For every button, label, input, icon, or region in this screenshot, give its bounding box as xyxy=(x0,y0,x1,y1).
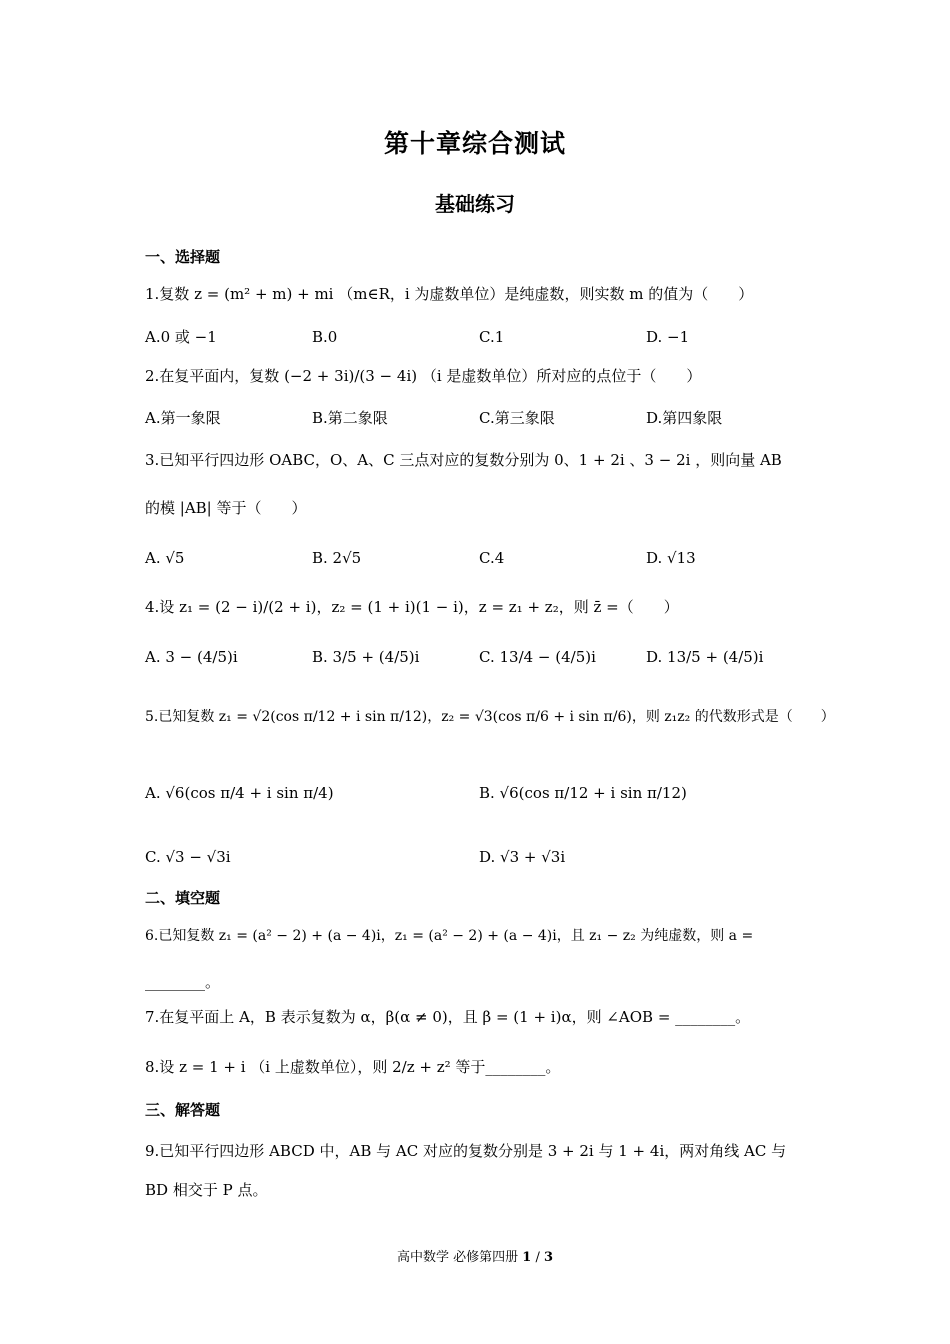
section-heading-answer: 三、解答题 xyxy=(145,1101,221,1119)
q5-option-b: B. √6(cos π/12 + i sin π/12) xyxy=(479,784,687,802)
q3-option-b: B. 2√5 xyxy=(312,549,362,567)
q2-option-b: B.第二象限 xyxy=(312,409,388,427)
q1-option-a: A.0 或 −1 xyxy=(145,328,217,346)
q3-option-c: C.4 xyxy=(479,549,505,567)
question-9-continued: BD 相交于 P 点。 xyxy=(145,1181,268,1199)
footer-page-number: 1 xyxy=(522,1250,532,1265)
footer-book-label: 高中数学 必修第四册 xyxy=(396,1250,519,1265)
q4-option-c: C. 13/4 − (4/5)i xyxy=(479,648,596,666)
question-5: 5.已知复数 z₁ = √2(cos π/12 + i sin π/12)，z₂ = √3(cos π/6 + i sin π/6)，则 z₁z₂ 的代数形式是（ ） xyxy=(145,709,835,725)
q1-option-b: B.0 xyxy=(312,328,338,346)
question-2: 2.在复平面内，复数 (−2 + 3i)/(3 − 4i) （i 是虚数单位）所对应的点位于（ ） xyxy=(145,367,702,385)
question-7: 7.在复平面上 A，B 表示复数为 α，β(α ≠ 0)，且 β = (1 + i)α，则 ∠AOB = ________。 xyxy=(145,1008,751,1026)
question-6-continued: ________。 xyxy=(145,973,221,991)
q3-option-d: D. √13 xyxy=(646,549,696,567)
document-subtitle: 基础练习 xyxy=(435,192,515,216)
question-9: 9.已知平行四边形 ABCD 中，AB 与 AC 对应的复数分别是 3 + 2i 与 1 + 4i，两对角线 AC 与 xyxy=(145,1142,787,1160)
question-3-continued: 的模 |AB| 等于（ ） xyxy=(145,499,307,517)
q2-option-a: A.第一象限 xyxy=(145,409,221,427)
q5-option-d: D. √3 + √3i xyxy=(479,848,566,866)
section-heading-fill: 二、填空题 xyxy=(145,889,221,907)
q5-option-a: A. √6(cos π/4 + i sin π/4) xyxy=(145,784,334,802)
q4-option-d: D. 13/5 + (4/5)i xyxy=(646,648,764,666)
q2-option-c: C.第三象限 xyxy=(479,409,555,427)
question-4: 4.设 z₁ = (2 − i)/(2 + i)，z₂ = (1 + i)(1 − i)，z = z₁ + z₂，则 z̄ =（ ） xyxy=(145,598,679,616)
q1-option-c: C.1 xyxy=(479,328,505,346)
footer-separator: / xyxy=(535,1250,540,1265)
q3-option-a: A. √5 xyxy=(145,549,185,567)
question-3: 3.已知平行四边形 OABC，O、A、C 三点对应的复数分别为 0、1 + 2i 、3 − 2i ，则向量 AB xyxy=(145,451,782,469)
section-heading-choice: 一、选择题 xyxy=(145,248,221,266)
q4-option-a: A. 3 − (4/5)i xyxy=(145,648,238,666)
document-title: 第十章综合测试 xyxy=(383,129,566,158)
q1-option-d: D. −1 xyxy=(646,328,690,346)
q2-option-d: D.第四象限 xyxy=(646,409,723,427)
q4-option-b: B. 3/5 + (4/5)i xyxy=(312,648,420,666)
q5-option-c: C. √3 − √3i xyxy=(145,848,231,866)
question-8: 8.设 z = 1 + i （i 上虚数单位），则 2/z + z² 等于________。 xyxy=(145,1058,561,1076)
footer-total-pages: 3 xyxy=(543,1250,554,1265)
question-6: 6.已知复数 z₁ = (a² − 2) + (a − 4)i，z₁ = (a² − 2) + (a − 4)i，且 z₁ − z₂ 为纯虚数，则 a = xyxy=(145,928,754,944)
question-1: 1.复数 z = (m² + m) + mi （m∈R，i 为虚数单位）是纯虚数，则实数 m 的值为（ ） xyxy=(145,285,754,303)
page-footer xyxy=(0,1246,950,1265)
